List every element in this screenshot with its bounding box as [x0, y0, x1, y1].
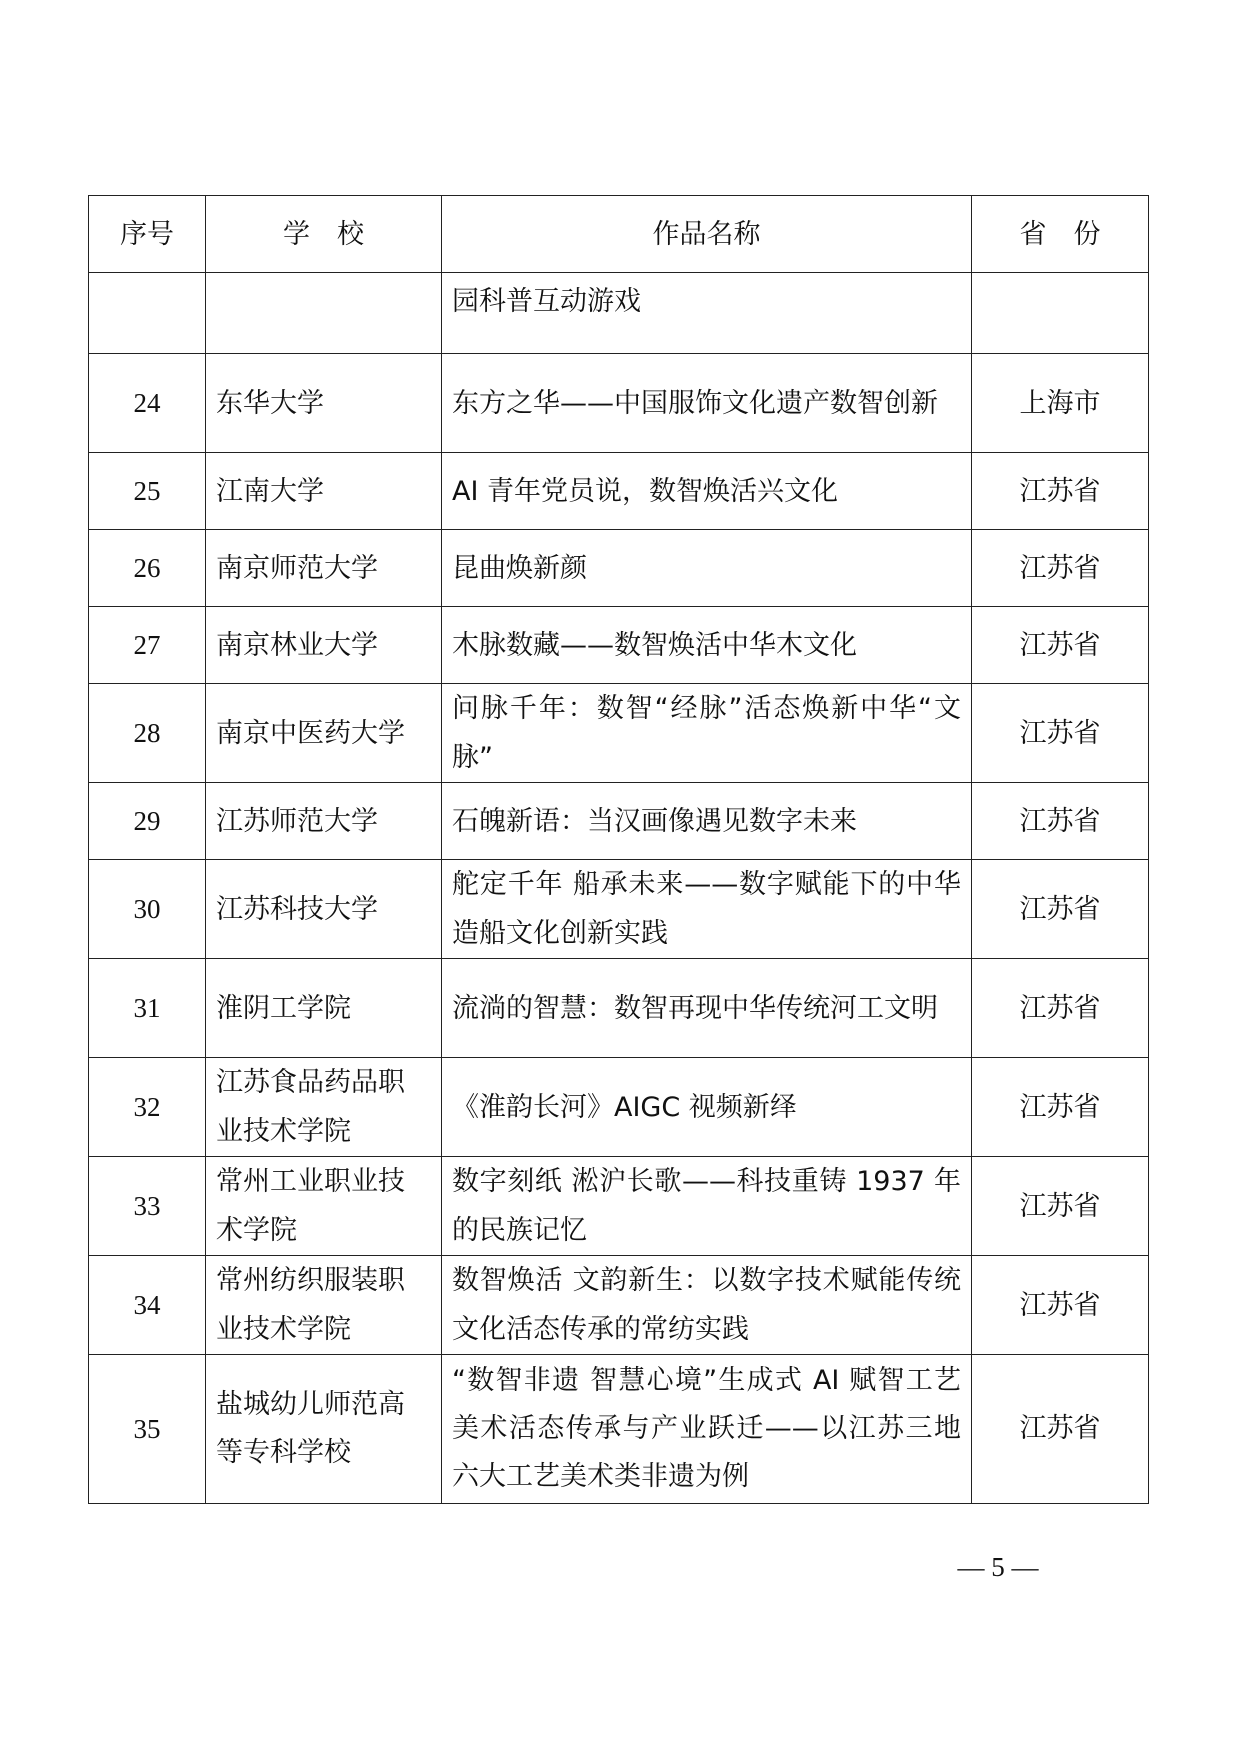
row-school: 江苏师范大学	[206, 783, 442, 860]
row-province: 江苏省	[972, 684, 1149, 783]
table-row	[89, 273, 1149, 354]
row-num: 26	[89, 530, 206, 607]
row-work: 石魄新语：当汉画像遇见数字未来	[442, 783, 972, 860]
header-work: 作品名称	[442, 196, 972, 273]
row-province: 江苏省	[972, 1157, 1149, 1256]
table-row	[89, 453, 1149, 530]
row-work: 问脉千年：数智“经脉”活态焕新中华“文脉”	[442, 684, 972, 783]
table-row	[89, 860, 1149, 959]
row-work: 流淌的智慧：数智再现中华传统河工文明	[442, 959, 972, 1058]
header-province: 省 份	[972, 196, 1149, 273]
row-school: 江苏食品药品职业技术学院	[206, 1058, 442, 1157]
row-work: 东方之华——中国服饰文化遗产数智创新	[442, 354, 972, 453]
row-work: 木脉数藏——数智焕活中华木文化	[442, 607, 972, 684]
row-num: 29	[89, 783, 206, 860]
table-row	[89, 783, 1149, 860]
row-school: 南京林业大学	[206, 607, 442, 684]
row-work: 舵定千年 船承未来——数字赋能下的中华造船文化创新实践	[442, 860, 972, 959]
table-row	[89, 354, 1149, 453]
row-school: 常州纺织服装职业技术学院	[206, 1256, 442, 1355]
row-work: 昆曲焕新颜	[442, 530, 972, 607]
table-row	[89, 607, 1149, 684]
row-num: 24	[89, 354, 206, 453]
table-header-row	[89, 196, 1149, 273]
page-number: — 5 —	[957, 1552, 1039, 1582]
row-work: AI 青年党员说，数智焕活兴文化	[442, 453, 972, 530]
header-num: 序号	[89, 196, 206, 273]
table-row	[89, 959, 1149, 1058]
table-row	[89, 530, 1149, 607]
row-num: 25	[89, 453, 206, 530]
row-num: 28	[89, 684, 206, 783]
row-province: 江苏省	[972, 783, 1149, 860]
row-province: 江苏省	[972, 607, 1149, 684]
header-school: 学 校	[206, 196, 442, 273]
row-school: 江南大学	[206, 453, 442, 530]
award-list-table	[88, 195, 1149, 1504]
row-work: 《淮韵长河》AIGC 视频新绎	[442, 1058, 972, 1157]
row-num: 27	[89, 607, 206, 684]
table-row	[89, 1355, 1149, 1504]
row-work: 数字刻纸 淞沪长歌——科技重铸 1937 年的民族记忆	[442, 1157, 972, 1256]
row-num: 34	[89, 1256, 206, 1355]
row-school	[206, 273, 442, 354]
row-school: 南京中医药大学	[206, 684, 442, 783]
table-row	[89, 1157, 1149, 1256]
row-work: “数智非遗 智慧心境”生成式 AI 赋智工艺美术活态传承与产业跃迁——以江苏三地六大工艺美术类非遗为例	[442, 1355, 972, 1504]
table-row	[89, 1256, 1149, 1355]
row-num: 32	[89, 1058, 206, 1157]
row-work: 数智焕活 文韵新生：以数字技术赋能传统文化活态传承的常纺实践	[442, 1256, 972, 1355]
row-school: 南京师范大学	[206, 530, 442, 607]
row-num: 35	[89, 1355, 206, 1504]
row-province: 上海市	[972, 354, 1149, 453]
row-school: 常州工业职业技术学院	[206, 1157, 442, 1256]
row-work: 园科普互动游戏	[442, 273, 972, 354]
row-province: 江苏省	[972, 1058, 1149, 1157]
row-num	[89, 273, 206, 354]
row-num: 33	[89, 1157, 206, 1256]
row-school: 盐城幼儿师范高等专科学校	[206, 1355, 442, 1504]
row-province: 江苏省	[972, 1256, 1149, 1355]
row-province: 江苏省	[972, 959, 1149, 1058]
row-province	[972, 273, 1149, 354]
row-province: 江苏省	[972, 860, 1149, 959]
row-num: 31	[89, 959, 206, 1058]
row-province: 江苏省	[972, 1355, 1149, 1504]
row-province: 江苏省	[972, 530, 1149, 607]
row-province: 江苏省	[972, 453, 1149, 530]
row-school: 淮阴工学院	[206, 959, 442, 1058]
table-row	[89, 1058, 1149, 1157]
row-school: 东华大学	[206, 354, 442, 453]
row-num: 30	[89, 860, 206, 959]
table-row	[89, 684, 1149, 783]
row-school: 江苏科技大学	[206, 860, 442, 959]
